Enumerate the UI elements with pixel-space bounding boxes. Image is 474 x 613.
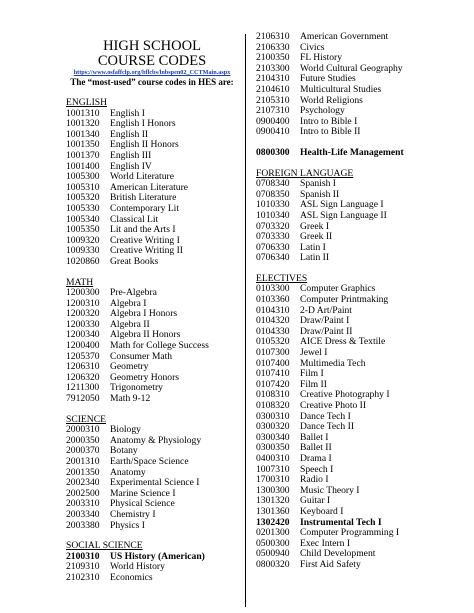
course-code: 1005300 bbox=[66, 171, 100, 183]
course-code: 0107300 bbox=[256, 347, 290, 359]
course-name: Instrumental Tech I bbox=[300, 516, 382, 528]
course-name: Experimental Science I bbox=[110, 477, 200, 489]
course-name: Ballet I bbox=[300, 431, 329, 443]
course-code: 1700310 bbox=[256, 474, 290, 486]
section-heading: FOREIGN LANGUAGE bbox=[256, 167, 354, 179]
course-name: American Government bbox=[300, 31, 389, 42]
course-code: 1200330 bbox=[66, 318, 100, 330]
course-code: 1206310 bbox=[66, 361, 100, 373]
course-name: Dance Tech II bbox=[300, 421, 355, 433]
course-code: 0103300 bbox=[256, 283, 290, 295]
course-name: ASL Sign Language I bbox=[300, 199, 384, 211]
page-title-line1: HIGH SCHOOL bbox=[103, 38, 201, 54]
course-name: Creative Writing I bbox=[110, 234, 180, 246]
course-code: 0703330 bbox=[256, 231, 290, 243]
course-row bbox=[66, 521, 238, 532]
course-name: World Literature bbox=[110, 171, 174, 183]
course-name: ASL Sign Language II bbox=[300, 209, 387, 221]
course-name: Geometry bbox=[110, 361, 149, 373]
course-row bbox=[256, 32, 468, 43]
course-name: Speech I bbox=[300, 463, 334, 475]
course-code: 7912050 bbox=[66, 393, 100, 405]
course-name: American Literature bbox=[110, 181, 189, 193]
course-name: Contemporary Lit bbox=[110, 202, 180, 214]
course-name: Anatomy & Physiology bbox=[110, 434, 202, 446]
course-name: Civics bbox=[300, 41, 325, 53]
course-name: 2-D Art/Paint bbox=[300, 304, 352, 316]
course-code: 0703320 bbox=[256, 220, 290, 232]
course-code: 2103300 bbox=[256, 62, 290, 74]
course-name: World Cultural Geography bbox=[300, 62, 403, 74]
course-code: 2100310 bbox=[66, 550, 100, 562]
course-name: Math 9-12 bbox=[110, 393, 151, 405]
course-code: 1200300 bbox=[66, 287, 100, 299]
right-sections bbox=[256, 169, 468, 571]
course-code: 0706340 bbox=[256, 252, 290, 264]
course-name: US History (American) bbox=[110, 550, 205, 562]
course-name: English I bbox=[110, 107, 145, 119]
course-name: Psychology bbox=[300, 105, 345, 117]
course-name: Greek I bbox=[300, 220, 330, 232]
course-name: Economics bbox=[110, 571, 153, 583]
course-code: 1005330 bbox=[66, 202, 100, 214]
course-code: 1005310 bbox=[66, 181, 100, 193]
course-code: 2000370 bbox=[66, 445, 100, 457]
course-code: 0107400 bbox=[256, 357, 290, 369]
section-heading: ENGLISH bbox=[66, 97, 108, 108]
course-row bbox=[256, 401, 468, 412]
course-code: 0708340 bbox=[256, 178, 290, 190]
course-code: 1200340 bbox=[66, 329, 100, 341]
course-name: World History bbox=[110, 561, 165, 573]
course-name: Creative Photography I bbox=[300, 389, 390, 401]
course-name: Classical Lit bbox=[110, 213, 159, 225]
course-name: English I Honors bbox=[110, 118, 176, 130]
intro-text: The “most-used” course codes in HES are: bbox=[70, 77, 234, 87]
course-name: Future Studies bbox=[300, 73, 356, 85]
course-code: 2104610 bbox=[256, 83, 290, 95]
course-row bbox=[66, 204, 238, 215]
course-code: 2102310 bbox=[66, 571, 100, 583]
course-name: English II bbox=[110, 128, 149, 140]
course-name: Algebra II Honors bbox=[110, 329, 181, 341]
course-name: Chemistry I bbox=[110, 508, 156, 520]
course-code: 2104310 bbox=[256, 73, 290, 85]
course-code: 1009320 bbox=[66, 234, 100, 246]
left-sections bbox=[66, 98, 238, 584]
course-section bbox=[66, 98, 238, 268]
course-name: Creative Photo II bbox=[300, 400, 367, 411]
course-name: Intro to Bible II bbox=[300, 126, 361, 138]
course-code: 0300320 bbox=[256, 421, 290, 433]
course-section bbox=[256, 274, 468, 571]
course-name: First Aid Safety bbox=[300, 558, 361, 570]
course-name: Computer Programming I bbox=[300, 527, 400, 539]
course-name: Botany bbox=[110, 445, 138, 457]
course-name: Great Books bbox=[110, 255, 159, 267]
course-name: Trigonometry bbox=[110, 382, 163, 394]
course-name: Lit and the Arts I bbox=[110, 224, 176, 236]
course-code: 0500300 bbox=[256, 537, 290, 549]
course-code: 1001310 bbox=[66, 107, 100, 119]
course-code: 0107410 bbox=[256, 368, 290, 380]
course-code: 2100350 bbox=[256, 52, 290, 64]
course-code: 1200310 bbox=[66, 297, 100, 309]
course-code: 2109310 bbox=[66, 561, 100, 573]
course-code: 2003310 bbox=[66, 498, 100, 510]
course-code: 0107420 bbox=[256, 378, 290, 390]
course-name: Exec Intern I bbox=[300, 537, 351, 549]
course-name: Algebra I bbox=[110, 297, 147, 309]
course-code: 1001350 bbox=[66, 139, 100, 151]
course-code: 2106330 bbox=[256, 41, 290, 53]
social-science-continued bbox=[256, 32, 468, 138]
course-name: Ballet II bbox=[300, 442, 332, 454]
course-code: 1302420 bbox=[256, 516, 290, 528]
course-code: 0104330 bbox=[256, 325, 290, 337]
course-name: Math for College Success bbox=[110, 340, 209, 352]
course-row bbox=[66, 151, 238, 162]
right-column bbox=[256, 32, 468, 571]
course-code: 2003380 bbox=[66, 519, 100, 531]
course-section bbox=[256, 169, 468, 264]
course-name: Child Development bbox=[300, 548, 376, 560]
course-code: 1001340 bbox=[66, 128, 100, 140]
course-name: Music Theory I bbox=[300, 484, 360, 496]
course-name: British Literature bbox=[110, 192, 177, 204]
course-code: 0300350 bbox=[256, 442, 290, 454]
course-row bbox=[66, 257, 238, 268]
course-code: 0800320 bbox=[256, 558, 290, 570]
course-row bbox=[66, 510, 238, 521]
course-name: Physics I bbox=[110, 519, 145, 531]
course-section bbox=[66, 415, 238, 532]
course-code: 0500940 bbox=[256, 548, 290, 560]
course-code: 1020860 bbox=[66, 255, 100, 267]
course-code: 1200400 bbox=[66, 340, 100, 352]
course-code: 1301320 bbox=[256, 495, 290, 507]
course-name: Draw/Paint II bbox=[300, 325, 353, 337]
course-row bbox=[256, 560, 468, 571]
course-code: 1300300 bbox=[256, 484, 290, 496]
course-code: 2001350 bbox=[66, 466, 100, 478]
course-name: Dance Tech I bbox=[300, 410, 351, 422]
health-course-row bbox=[256, 148, 468, 159]
course-code-link[interactable]: https://www.osfaffclp.org/bflcbs/lnbspen02_CCTMain.aspx bbox=[73, 69, 231, 76]
course-name: Multimedia Tech bbox=[300, 357, 366, 369]
course-section bbox=[66, 278, 238, 405]
course-code: 0708350 bbox=[256, 188, 290, 200]
course-code: 1005350 bbox=[66, 224, 100, 236]
course-code: 1005320 bbox=[66, 192, 100, 204]
course-code: 0706330 bbox=[256, 241, 290, 253]
course-code: 0104310 bbox=[256, 304, 290, 316]
course-row bbox=[256, 85, 468, 96]
section-heading: MATH bbox=[66, 276, 94, 288]
course-code: 2107310 bbox=[256, 105, 290, 117]
course-code: 1001400 bbox=[66, 160, 100, 172]
left-column bbox=[66, 39, 238, 584]
course-name: Marine Science I bbox=[110, 487, 176, 499]
course-code: 1009330 bbox=[66, 245, 100, 257]
course-code: 0105320 bbox=[256, 336, 290, 348]
course-code: 2001310 bbox=[66, 456, 100, 467]
course-code: 2105310 bbox=[256, 94, 290, 106]
course-name: Anatomy bbox=[110, 466, 146, 478]
course-name: AICE Dress & Textile bbox=[300, 336, 386, 348]
course-name: Multicultural Studies bbox=[300, 83, 382, 95]
course-name: English III bbox=[110, 149, 152, 161]
course-row bbox=[66, 394, 238, 405]
course-code: 2003340 bbox=[66, 508, 100, 520]
section-heading: ELECTIVES bbox=[256, 272, 308, 284]
course-name: Biology bbox=[110, 424, 141, 436]
course-name: Computer Printmaking bbox=[300, 294, 389, 306]
course-code: 0103360 bbox=[256, 294, 290, 306]
course-code: 0900400 bbox=[256, 115, 290, 127]
course-code: 2002340 bbox=[66, 477, 100, 489]
course-section bbox=[66, 541, 238, 583]
course-name: Algebra I Honors bbox=[110, 308, 178, 320]
course-code: 1001320 bbox=[66, 118, 100, 130]
course-code: 2002500 bbox=[66, 487, 100, 499]
course-code: 1007310 bbox=[256, 463, 290, 475]
course-row bbox=[256, 127, 468, 138]
course-name: Latin I bbox=[300, 241, 326, 253]
course-name: Earth/Space Science bbox=[110, 456, 189, 467]
course-name: Film I bbox=[300, 368, 324, 380]
course-name: World Religions bbox=[300, 94, 363, 106]
course-name: Radio I bbox=[300, 474, 329, 486]
course-code: 1005340 bbox=[66, 213, 100, 225]
course-code: 2000310 bbox=[66, 424, 100, 436]
course-row bbox=[256, 507, 468, 518]
course-code: 0900410 bbox=[256, 126, 290, 138]
course-name: Creative Writing II bbox=[110, 245, 183, 257]
course-code: 0300340 bbox=[256, 431, 290, 443]
course-code: 1200320 bbox=[66, 308, 100, 320]
course-code: 0201300 bbox=[256, 527, 290, 539]
course-name: Intro to Bible I bbox=[300, 115, 358, 127]
course-code: 0108310 bbox=[256, 389, 290, 401]
course-name: Algebra II bbox=[110, 318, 150, 330]
course-code: 0300310 bbox=[256, 410, 290, 422]
course-row bbox=[256, 253, 468, 264]
course-name: Geometry Honors bbox=[110, 371, 180, 383]
course-name: Greek II bbox=[300, 231, 333, 243]
course-name: Physical Science bbox=[110, 498, 175, 510]
course-code: 1205370 bbox=[66, 350, 100, 362]
section-heading: SOCIAL SCIENCE bbox=[66, 540, 143, 552]
course-code: 0400310 bbox=[256, 452, 290, 464]
section-heading: SCIENCE bbox=[66, 413, 106, 425]
course-row bbox=[256, 454, 468, 465]
course-code: 1301360 bbox=[256, 505, 290, 517]
course-name: Latin II bbox=[300, 252, 330, 264]
course-row bbox=[66, 457, 238, 468]
course-code: 1211300 bbox=[66, 382, 100, 394]
course-code: 1010340 bbox=[256, 209, 290, 221]
course-name: Spanish II bbox=[300, 188, 340, 200]
course-name: Keyboard I bbox=[300, 505, 344, 517]
course-code: 1010330 bbox=[256, 199, 290, 211]
course-code: 0800300 bbox=[256, 146, 290, 158]
course-code: 2000350 bbox=[66, 434, 100, 446]
course-name: Guitar I bbox=[300, 495, 331, 507]
course-code: 1206320 bbox=[66, 371, 100, 383]
course-name: Drama I bbox=[300, 452, 332, 464]
course-code: 1001370 bbox=[66, 149, 100, 161]
course-name: English IV bbox=[110, 160, 152, 172]
course-name: Draw/Paint I bbox=[300, 315, 350, 327]
course-name: English II Honors bbox=[110, 139, 179, 151]
course-name: Consumer Math bbox=[110, 350, 173, 362]
course-name: Pre-Algebra bbox=[110, 287, 157, 299]
page-title-line2: COURSE CODES bbox=[97, 53, 207, 69]
course-code: 0108320 bbox=[256, 400, 290, 411]
course-name: FL History bbox=[300, 52, 343, 64]
health-section bbox=[256, 148, 468, 159]
course-code: 0104320 bbox=[256, 315, 290, 327]
course-name: Computer Graphics bbox=[300, 283, 376, 295]
course-name: Health-Life Management bbox=[300, 146, 404, 158]
course-name: Film II bbox=[300, 378, 327, 390]
course-name: Spanish I bbox=[300, 178, 336, 190]
course-name: Jewel I bbox=[300, 347, 328, 359]
course-row bbox=[66, 573, 238, 584]
course-row bbox=[256, 211, 468, 222]
column-divider bbox=[245, 34, 246, 607]
course-code: 2106310 bbox=[256, 31, 290, 42]
